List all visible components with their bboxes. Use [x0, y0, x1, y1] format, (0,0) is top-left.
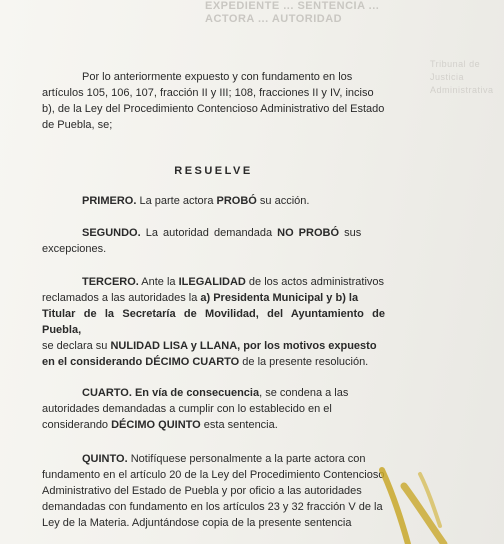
text: de la presente resolución.	[239, 355, 369, 368]
text: La parte actora	[136, 195, 217, 207]
text: su acción.	[256, 195, 310, 207]
text: se declara su	[42, 339, 111, 352]
tercero-line: Titular de la Secretaría de Movilidad, del Ayuntamiento de Puebla,	[42, 307, 385, 336]
quinto-line: fundamento en el artículo 20 de la Ley del Procedimiento Contencioso	[42, 468, 385, 481]
text: considerando	[42, 418, 112, 431]
tercero-line	[42, 275, 385, 291]
intro-line: b), de la Ley del Procedimiento Contencioso Administrativo del Estado	[42, 102, 385, 115]
text: de los actos administrativos	[245, 276, 385, 288]
cuarto-label: CUARTO. En vía de consecuencia	[82, 387, 260, 399]
tercero-line	[42, 291, 385, 307]
intro-line: de Puebla, se;	[42, 118, 113, 131]
bold-text: en el considerando DÉCIMO CUARTO	[42, 355, 240, 368]
quinto-label: QUINTO.	[82, 453, 128, 465]
quinto-paragraph	[42, 452, 385, 532]
bleed-through-side-text: Tribunal de Justicia Administrativa	[430, 59, 494, 95]
cuarto-paragraph	[42, 386, 385, 434]
signature-stroke	[420, 474, 440, 526]
intro-line: Por lo anteriormente expuesto y con fundamento en los	[82, 71, 353, 83]
cuarto-line: autoridades demandadas a cumplir con lo establecido en el	[42, 402, 332, 415]
tercero-line	[42, 355, 385, 371]
primero-line	[42, 194, 385, 210]
segundo-paragraph	[42, 226, 385, 258]
segundo-line	[42, 226, 385, 242]
tercero-paragraph	[42, 275, 385, 370]
primero-paragraph	[42, 194, 385, 210]
text: esta sentencia.	[200, 418, 278, 431]
bold-text: PROBÓ	[216, 195, 257, 207]
quinto-line	[42, 452, 385, 468]
tercero-line	[42, 339, 385, 355]
quinto-line: Administrativo del Estado de Puebla y por oficio a las autoridades	[42, 484, 362, 497]
resolution-heading: RESUELVE	[174, 165, 253, 177]
text: La autoridad demandada	[140, 227, 278, 239]
quinto-line: Ley de la Materia. Adjuntándose copia de la presente sentencia	[42, 516, 352, 529]
bold-text: NULIDAD LISA y LLANA, por los motivos expuesto	[110, 339, 377, 352]
bold-text: DÉCIMO QUINTO	[111, 418, 201, 431]
cuarto-line	[42, 418, 385, 434]
quinto-line: demandadas con fundamento en los artículos 23 y 32 fracción V de la	[42, 500, 383, 513]
bleed-through-text: EXPEDIENTE ... SENTENCIA ... ACTORA ... AUTORIDAD	[205, 0, 380, 25]
segundo-label: SEGUNDO.	[82, 227, 141, 239]
intro-paragraph	[42, 70, 385, 134]
intro-line: artículos 105, 106, 107, fracción II y III; 108, fracciones II y IV, inciso	[42, 86, 374, 99]
text: Ante la	[138, 276, 179, 288]
signature-stroke	[404, 486, 444, 544]
primero-label: PRIMERO.	[82, 195, 137, 207]
segundo-line: excepciones.	[42, 242, 107, 255]
bold-text: NO PROBÓ	[277, 227, 340, 239]
bold-text: a) Presidenta Municipal y b) la	[200, 291, 359, 304]
tercero-label: TERCERO.	[82, 276, 139, 288]
cuarto-line	[42, 386, 385, 402]
text: Notifíquese personalmente a la parte actora con	[127, 453, 366, 465]
bold-text: ILEGALIDAD	[178, 276, 246, 288]
signature-stroke	[382, 470, 408, 544]
text: , se condena a las	[259, 387, 349, 399]
text: sus	[339, 227, 362, 239]
text: reclamados a las autoridades la	[42, 291, 201, 304]
